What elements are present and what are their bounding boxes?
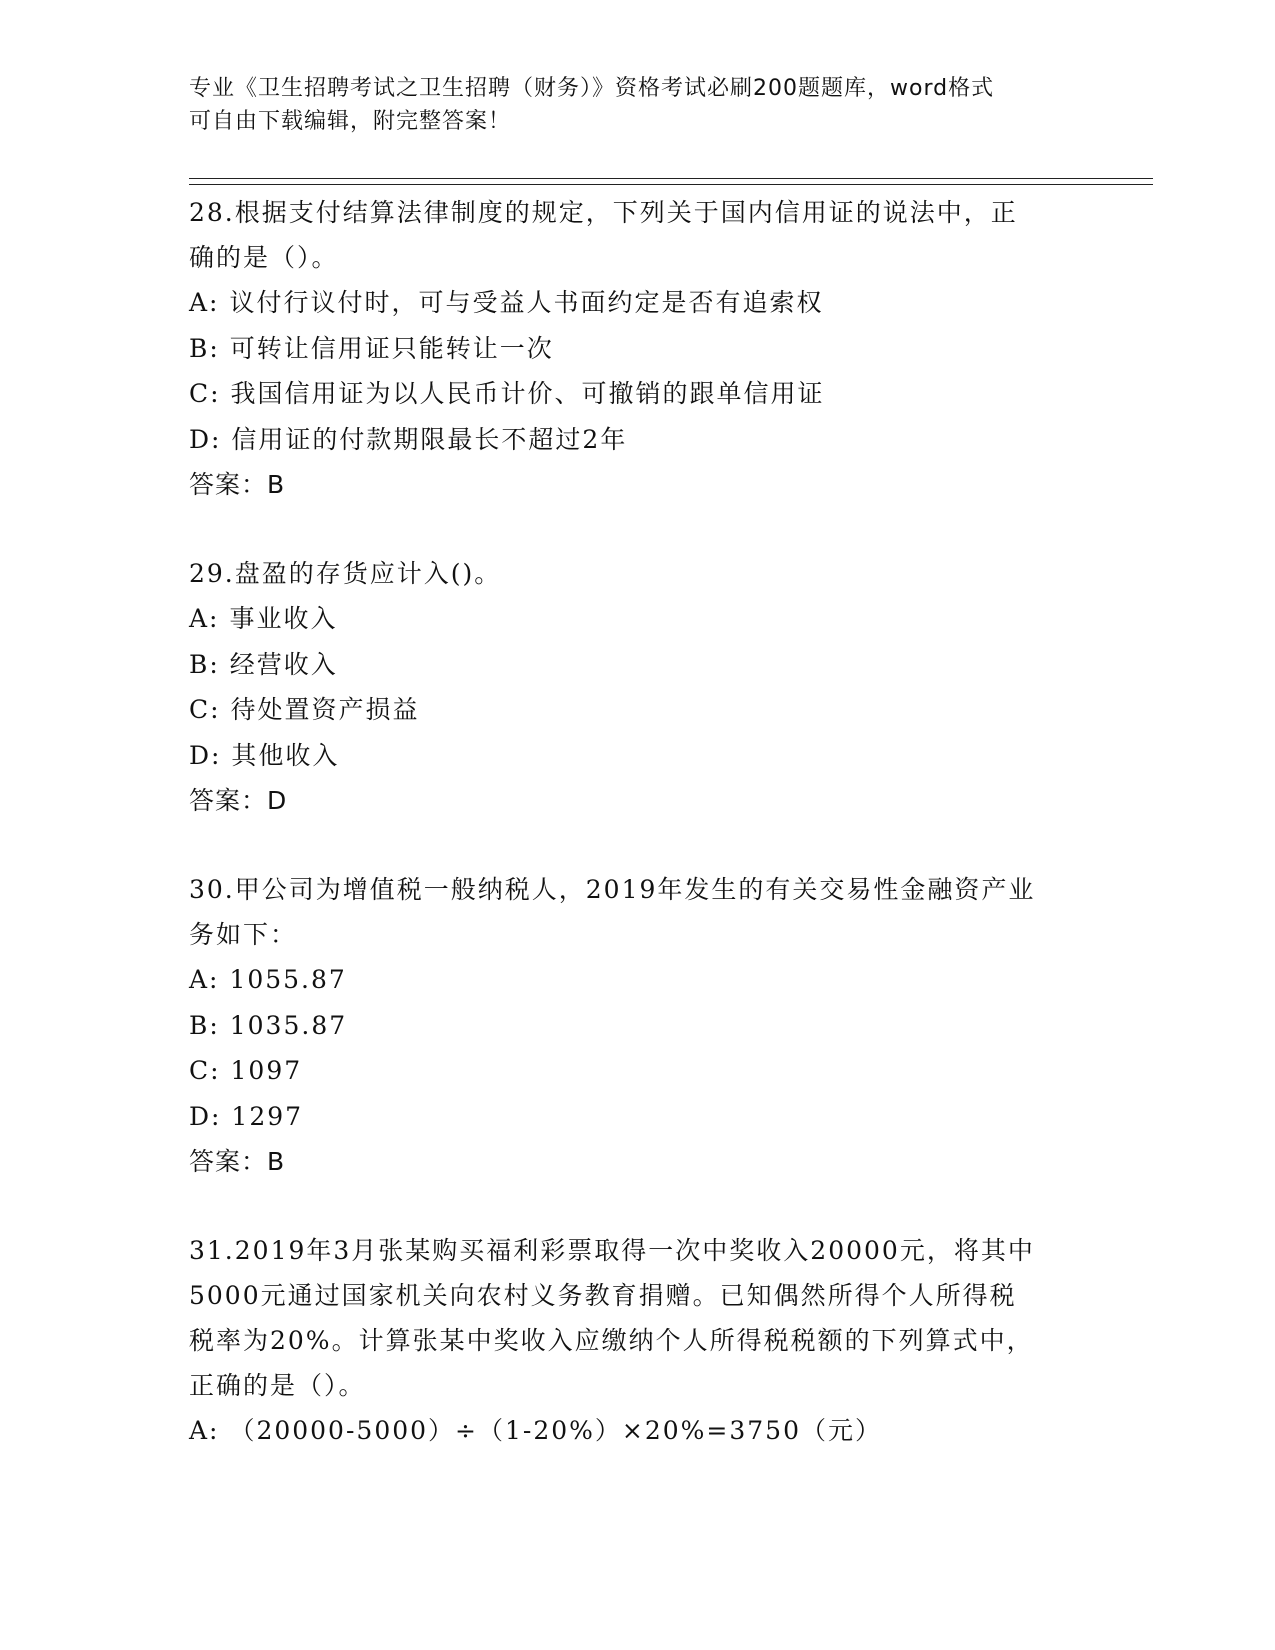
option-letter: D: <box>189 740 222 770</box>
option-letter: C: <box>189 379 221 408</box>
question-block <box>189 551 1089 823</box>
option-letter: A: <box>189 288 220 317</box>
header-line-1: 专业《卫生招聘考试之卫生招聘（财务）》资格考试必刷200题题库，word格式 <box>189 76 995 101</box>
option-letter: C: <box>189 1056 221 1085</box>
answer-option <box>189 733 1089 779</box>
option-text: 我国信用证为以人民币计价、可撤销的跟单信用证 <box>230 379 825 408</box>
question-stem-line: 28.根据支付结算法律制度的规定，下列关于国内信用证的说法中，正 <box>189 198 1018 227</box>
question-stem-line: 5000元通过国家机关向农村义务教育捐赠。已知偶然所得个人所得税 <box>189 1281 1017 1310</box>
answer-key: 答案：B <box>189 1147 286 1176</box>
question-stem-line: 30.甲公司为增值税一般纳税人，2019年发生的有关交易性金融资产业 <box>189 875 1036 904</box>
question-stem-line: 确的是（）。 <box>189 243 339 272</box>
question-stem-line: 税率为20%。计算张某中奖收入应缴纳个人所得税税额的下列算式中， <box>189 1326 1034 1355</box>
question-stem-line: 29.盘盈的存货应计入()。 <box>189 559 502 588</box>
option-text: 经营收入 <box>229 649 338 679</box>
header-divider-top <box>189 178 1153 179</box>
answer-option <box>189 326 1089 372</box>
answer-option <box>189 1094 1089 1140</box>
answer-option <box>189 417 1089 463</box>
header-divider-bottom <box>189 184 1153 185</box>
option-letter: B: <box>189 649 220 679</box>
answer-option <box>189 596 1089 642</box>
answer-option <box>189 1048 1089 1094</box>
question-block <box>189 190 1089 507</box>
answer-key: 答案：B <box>189 470 286 499</box>
question-stem-line: 31.2019年3月张某购买福利彩票取得一次中奖收入20000元，将其中 <box>189 1236 1035 1265</box>
option-letter: D: <box>189 1101 222 1131</box>
option-letter: A: <box>189 965 220 994</box>
option-text: 1297 <box>231 1101 304 1131</box>
option-letter: B: <box>189 1010 220 1040</box>
option-text: 其他收入 <box>231 740 340 770</box>
option-text: 事业收入 <box>229 604 338 633</box>
option-text: 1055.87 <box>229 965 347 994</box>
answer-option <box>189 280 1089 326</box>
option-text: （20000-5000）÷（1-20%）×20%=3750（元） <box>229 1416 882 1445</box>
question-stem-line: 正确的是（）。 <box>189 1371 366 1400</box>
answer-key: 答案：D <box>189 786 288 815</box>
question-block <box>189 1228 1089 1454</box>
document-header <box>189 72 1089 138</box>
option-letter: A: <box>189 1416 220 1445</box>
question-block <box>189 867 1089 1184</box>
option-text: 1097 <box>230 1056 303 1085</box>
option-text: 1035.87 <box>229 1010 348 1040</box>
option-text: 信用证的付款期限最长不超过2年 <box>231 424 628 454</box>
option-letter: B: <box>189 333 220 363</box>
option-text: 可转让信用证只能转让一次 <box>229 333 554 363</box>
answer-option <box>189 642 1089 688</box>
answer-option <box>189 1003 1089 1049</box>
option-letter: C: <box>189 695 221 724</box>
answer-option <box>189 687 1089 733</box>
option-text: 议付行议付时，可与受益人书面约定是否有追索权 <box>229 288 824 317</box>
question-list <box>189 190 1089 1498</box>
answer-option <box>189 371 1089 417</box>
header-line-2: 可自由下载编辑，附完整答案！ <box>189 109 512 134</box>
answer-option <box>189 1408 1089 1454</box>
option-letter: A: <box>189 604 220 633</box>
question-stem-line: 务如下： <box>189 920 298 949</box>
option-text: 待处置资产损益 <box>230 695 420 724</box>
answer-option <box>189 957 1089 1003</box>
option-letter: D: <box>189 424 222 454</box>
